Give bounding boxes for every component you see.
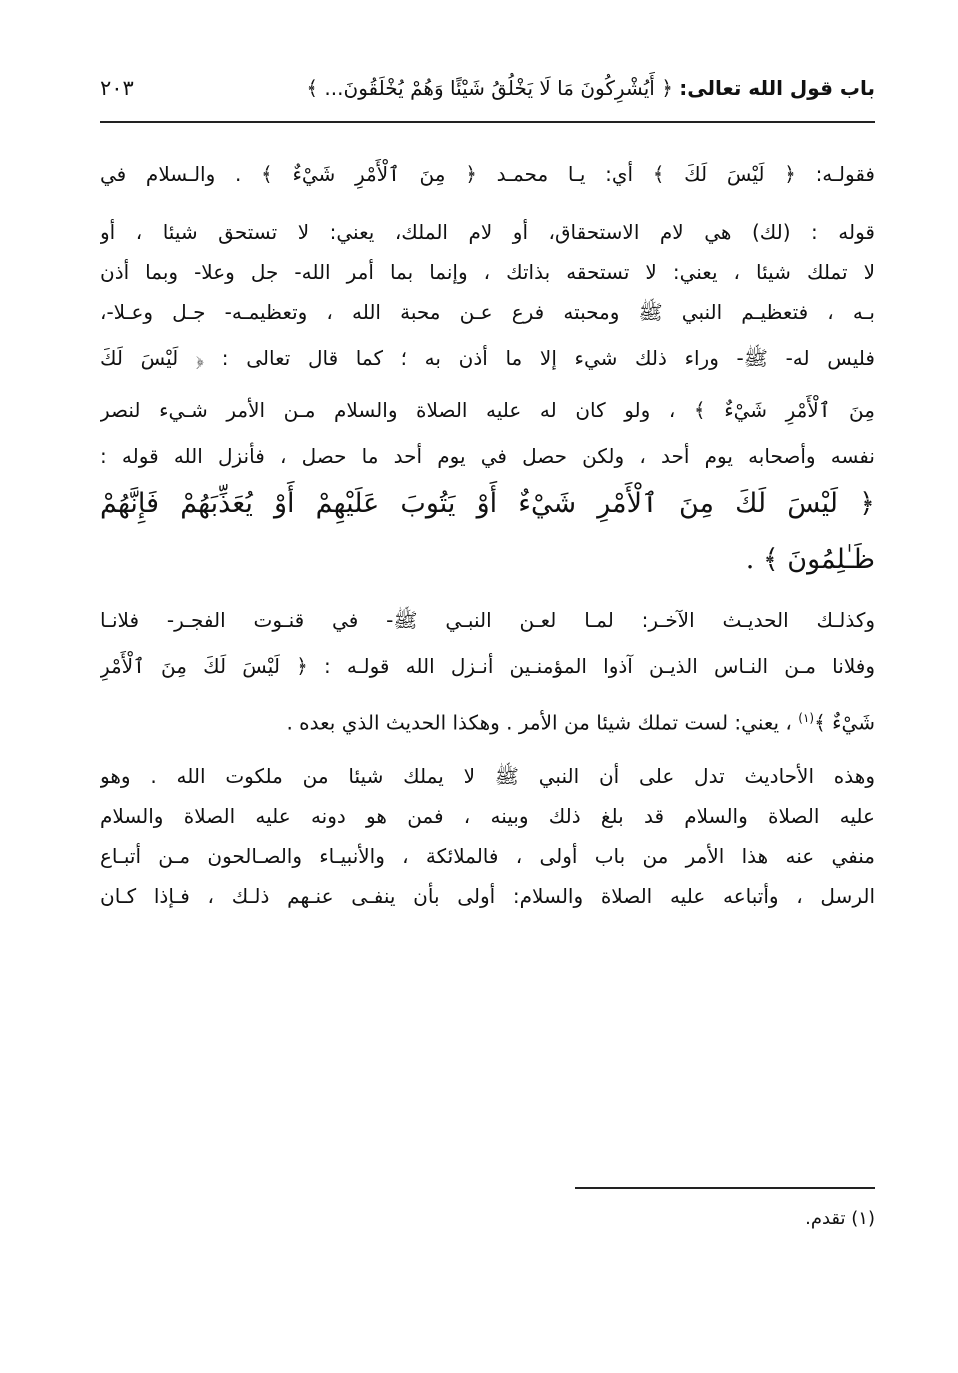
page-header [100, 70, 875, 114]
text-line: فليس له- ﷺ- وراء ذلك شيء إلا ما أذن به ؛ كما قال تعالى : ﴿ لَيْسَ لَكَ [100, 346, 875, 370]
text-line: فقولـه: ﴿ لَيْسَ لَكَ ﴾ أي: يـا محمـد ﴿ مِنَ ٱلْأَمْرِ شَيْءٌ ﴾ . والـسلام في [100, 162, 875, 186]
quran-verse-line: ظَـٰلِمُونَ ﴾ . [745, 544, 875, 575]
footnote-divider [575, 1187, 875, 1189]
text-line: نفسه وأصحابه يوم أحد ، ولكن حصل في يوم أحد ما حصل ، فأنزل الله قوله : [100, 444, 875, 468]
main-text [100, 148, 875, 916]
running-title [306, 76, 875, 100]
text-line: لا تملك شيئا ، يعني: لا تستحقه بذاتك ، وإنما بما أمر الله- جل وعلا- وبما أذن [100, 260, 875, 284]
text-fragment: ، يعني: لست تملك شيئا من الأمر . وهكذا الحديث الذي بعده . [286, 710, 792, 735]
chapter-title: باب قول الله تعالى: [679, 76, 875, 100]
quran-verse-line: ﴿ لَيْسَ لَكَ مِنَ ٱلْأَمْرِ شَيْءٌ أَوْ يَتُوبَ عَلَيْهِمْ أَوْ يُعَذِّبَهُمْ فَإِنَّهُمْ [100, 488, 875, 519]
text-line: منفي عنه هذا الأمر من باب أولى ، فالملائكة ، والأنبيـاء والصـالحون مـن أتبـاع [100, 844, 875, 868]
text-line: وفلانا مـن النـاس الذيـن آذوا المؤمنـين أنـزل الله قولـه : ﴿ لَيْسَ لَكَ مِنَ ٱلْأَمْرِ [100, 654, 875, 678]
text-line: بـه ، فتعظيـم النبي ﷺ ومحبته فرع عـن محبة الله ، وتعظيمـه- جـل وعـلا-، [100, 300, 875, 324]
text-line: وكذلـك الحديـث الآخـر: لمـا لعـن النبـي ﷺ- في قنـوت الفجـر- فلانـا [100, 608, 875, 632]
header-verse: ﴿ أَيُشْرِكُونَ مَا لَا يَخْلُقُ شَيْئًا وَهُمْ يُخْلَقُونَ... ﴾ [306, 76, 673, 100]
text-line: عليه الصلاة والسلام قد بلغ ذلك وبينه ، فمن هو دونه عليه الصلاة والسلام [100, 804, 875, 828]
text-line: الرسل ، وأتباعه عليه الصلاة والسلام: أولى بأن ينفـى عنـهم ذلـك ، فـإذا كـان [100, 884, 875, 908]
footnote-marker: (١) [798, 711, 815, 725]
header-divider [100, 121, 875, 123]
text-line [100, 692, 875, 744]
text-line: وهذه الأحاديث تدل على أن النبي ﷺ لا يملك شيئا من ملكوت الله . وهو [100, 764, 875, 788]
verse-fragment: شَيْءٌ ﴾ [814, 710, 875, 735]
text-line: قوله : (لك) هي لام الاستحقاق، أو لام الملك، يعني: لا تستحق شيئا ، أو [100, 220, 875, 244]
page-number: ٢٠٣ [100, 76, 134, 100]
footnote: (١) تقدم. [805, 1208, 875, 1229]
text-line: مِنَ ٱلْأَمْرِ شَيْءٌ ﴾ ، ولو كان له عليه الصلاة والسلام مـن الأمر شـيء لنصر [100, 398, 875, 422]
